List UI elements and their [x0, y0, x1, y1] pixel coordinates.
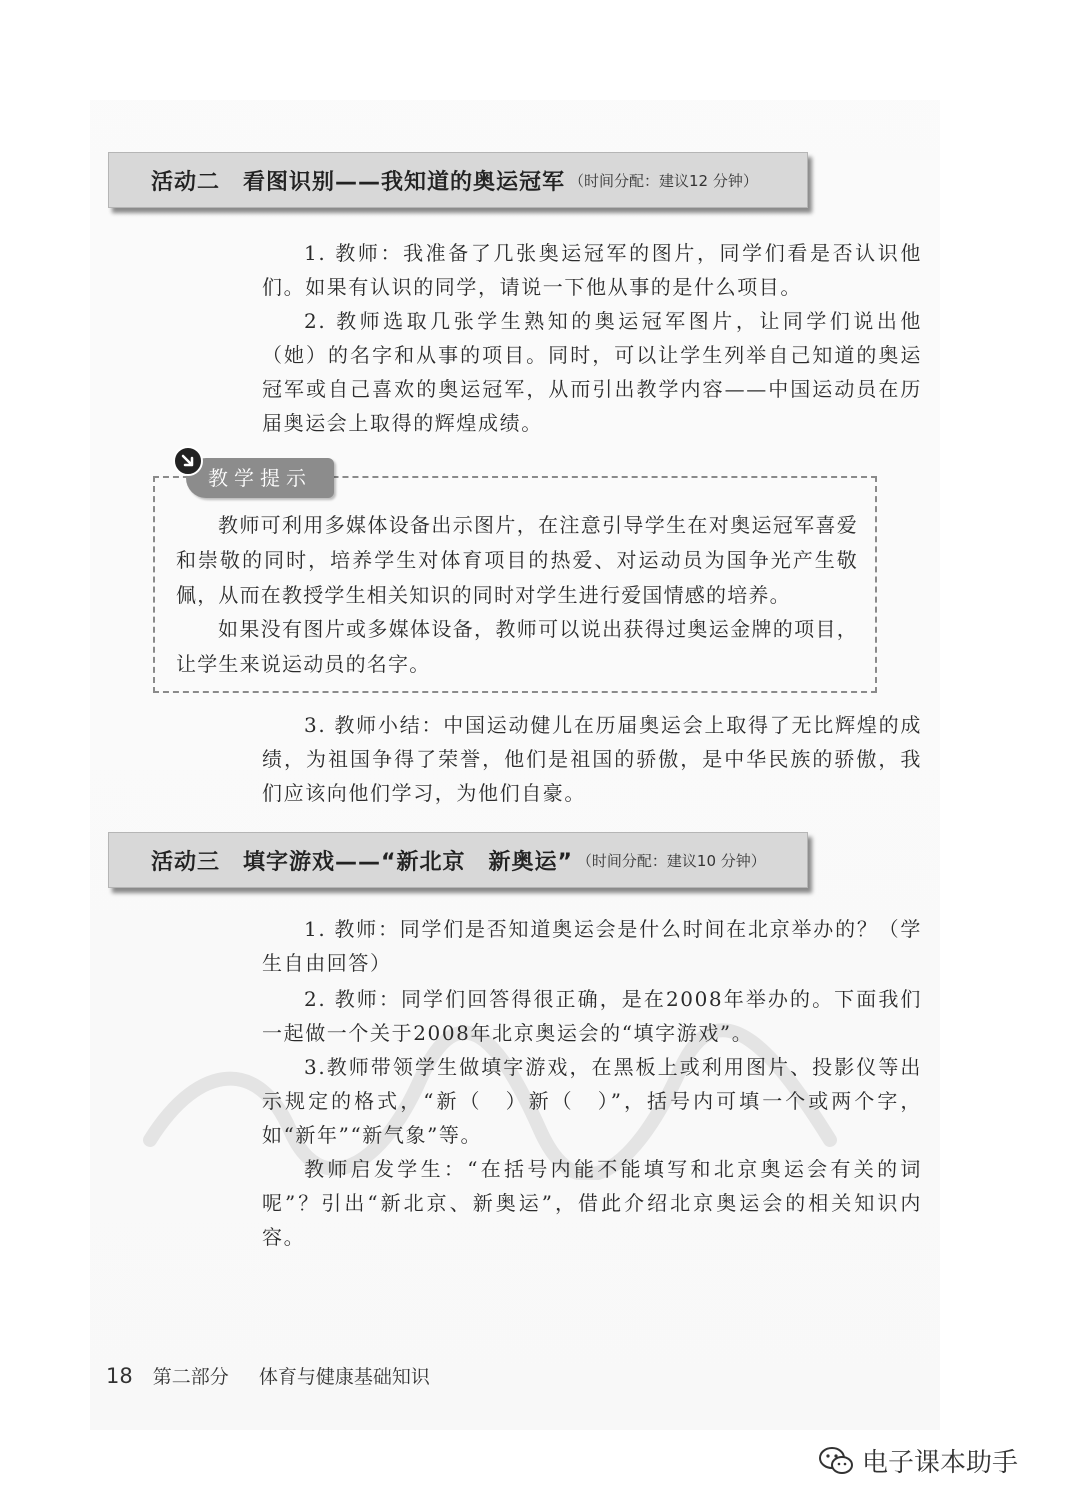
paragraph: 1. 教师：同学们是否知道奥运会是什么时间在北京举办的？（学生自由回答）	[262, 917, 922, 975]
section-header-activity-3	[108, 832, 808, 888]
paragraph: 3.教师带领学生做填字游戏，在黑板上或利用图片、投影仪等出示规定的格式，“新（ ）新（ ）”，括号内可填一个或两个字，如“新年”“新气象”等。	[262, 1055, 922, 1147]
paragraph: 2. 教师：同学们回答得很正确，是在2008年举办的。下面我们一起做一个关于2008年北京奥运会的“填字游戏”。	[262, 987, 922, 1045]
paragraph: 2. 教师选取几张学生熟知的奥运冠军图片，让同学们说出他（她）的名字和从事的项目。同时，可以让学生列举自己知道的奥运冠军或自己喜欢的奥运冠军，从而引出教学内容——中国运动员在历届奥运会上取得的辉煌成绩。	[262, 309, 922, 435]
tip-paragraph: 教师可利用多媒体设备出示图片，在注意引导学生在对奥运冠军喜爱和崇敬的同时，培养学生对体育项目的热爱、对运动员为国争光产生敬佩，从而在教授学生相关知识的同时对学生进行爱国情感的培养。	[176, 513, 858, 607]
time-allocation-note: （时间分配：建议12 分钟）	[569, 171, 758, 190]
paragraph: 教师启发学生：“在括号内能不能填写和北京奥运会有关的词呢”？引出“新北京、新奥运”，借此介绍北京奥运会的相关知识内容。	[262, 1157, 922, 1249]
part-title: 体育与健康基础知识	[258, 1366, 430, 1388]
watermark-text: 电子课本助手	[862, 1448, 1019, 1478]
part-label: 第二部分	[152, 1366, 229, 1388]
wechat-icon	[818, 1446, 854, 1476]
paragraph: 3. 教师小结：中国运动健儿在历届奥运会上取得了无比辉煌的成绩，为祖国争得了荣誉，他们是祖国的骄傲，是中华民族的骄傲，我们应该向他们学习，为他们自豪。	[262, 713, 922, 805]
page-footer	[106, 1362, 430, 1389]
section-header-activity-2	[108, 152, 808, 208]
arrow-down-right-icon	[173, 446, 203, 476]
time-allocation-note: （时间分配：建议10 分钟）	[576, 851, 766, 870]
tip-paragraph: 如果没有图片或多媒体设备，教师可以说出获得过奥运金牌的项目，让学生来说运动员的名字。	[176, 617, 858, 676]
section-title: 活动二 看图识别——我知道的奥运冠军	[151, 169, 566, 195]
teaching-tip-label: 教学提示	[186, 458, 334, 498]
wechat-watermark	[818, 1442, 1018, 1479]
paragraph: 1. 教师：我准备了几张奥运冠军的图片，同学们看是否认识他们。如果有认识的同学，请说一下他从事的是什么项目。	[262, 241, 922, 299]
page-number: 18	[106, 1364, 133, 1388]
section-title: 活动三 填字游戏——“新北京 新奥运”	[151, 849, 573, 875]
